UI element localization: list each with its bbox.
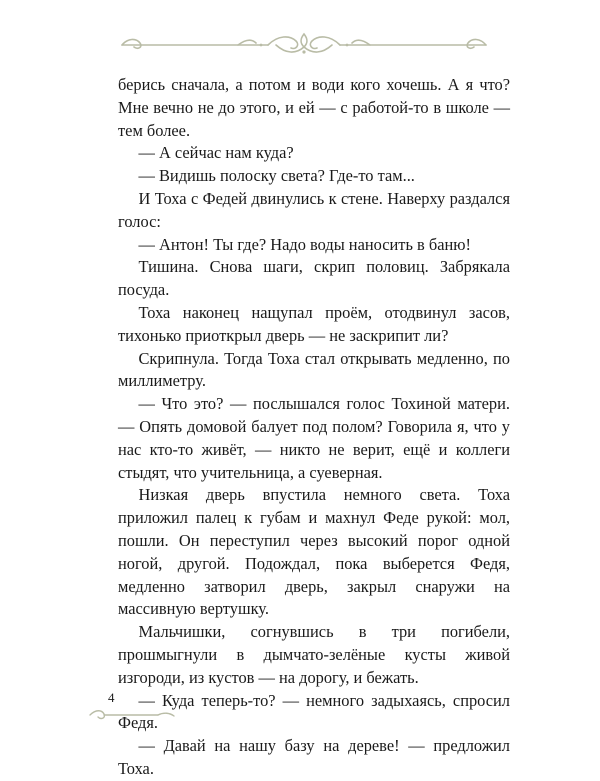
page-number: 4 <box>108 690 115 705</box>
page-text <box>118 74 510 781</box>
paragraph: Скрипнула. Тогда Тоха стал открывать медленно, по миллиметру. <box>118 348 510 391</box>
paragraph: — Что это? — послышался голос Тохиной матери. — Опять домовой балует под полом? Говорила я, что у нас кто-то живёт, — никто не верит, ещё и коллеги стыдят, что учительница, а суеверная. <box>118 394 510 482</box>
swash-ornament-icon <box>88 706 178 724</box>
paragraph: — Куда теперь-то? — немного задыхаясь, спросил Федя. <box>118 690 510 733</box>
paragraph: — Давай на нашу базу на дереве! — предложил Тоха. <box>118 736 510 778</box>
paragraph: — А сейчас нам куда? <box>138 143 294 163</box>
paragraph: — Антон! Ты где? Надо воды наносить в баню! <box>138 234 471 254</box>
paragraph: берись сначала, а потом и води кого хочешь. А я что? Мне вечно не до этого, и ей — с работой-то в школе — тем более. <box>118 75 510 140</box>
paragraph: — Видишь полоску света? Где-то там... <box>138 166 415 186</box>
paragraph: Тоха наконец нащупал проём, отодвинул засов, тихонько приоткрыл дверь — не заскрипит ли? <box>118 302 510 345</box>
paragraph: Тишина. Снова шаги, скрип половиц. Забрякала посуда. <box>118 257 510 300</box>
paragraph: Низкая дверь впустила немного света. Тоха приложил палец к губам и махнул Феде рукой: мол, пошли. Он переступил через высокий порог одной ногой, другой. Подождал, пока выберется Федя, медленно затворил дверь, закрыл снаружи на массивную вертушку. <box>118 485 510 619</box>
page-footer <box>88 690 178 730</box>
paragraph: И Тоха с Федей двинулись к стене. Наверху раздался голос: <box>118 188 510 231</box>
paragraph: Мальчишки, согнувшись в три погибели, прошмыгнули в дымчато-зелёные кусты живой изгороди, из кустов — на дорогу, и бежать. <box>118 622 510 687</box>
floral-ornament-icon <box>118 30 490 60</box>
